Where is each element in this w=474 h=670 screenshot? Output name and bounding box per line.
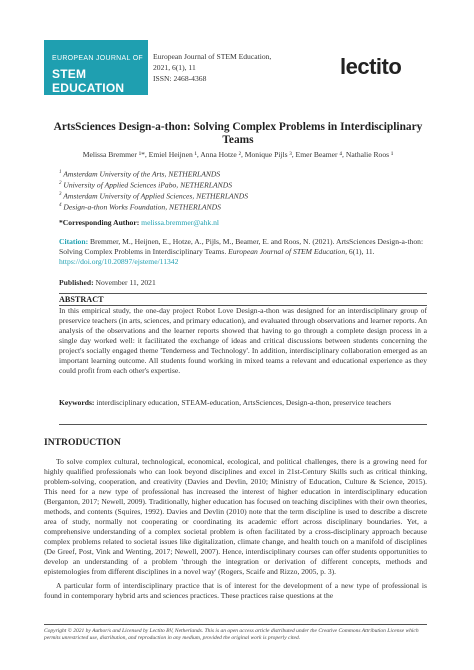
journal-issn: ISSN: 2468-4368 bbox=[153, 74, 207, 83]
journal-header-info bbox=[153, 51, 271, 84]
affiliation-2: $^2$ University of Applied Sciences iPabo, NETHERLANDS bbox=[59, 180, 232, 190]
citation-rest: 6(1), 11. bbox=[348, 247, 375, 256]
introduction-heading: INTRODUCTION bbox=[44, 437, 121, 448]
affiliations bbox=[59, 168, 248, 213]
journal-name: European Journal of STEM Education, bbox=[153, 52, 272, 61]
corresponding-email-link[interactable]: melissa.bremmer@ahk.nl bbox=[141, 218, 220, 227]
published-label: Published: bbox=[59, 278, 94, 287]
keywords-text: interdisciplinary education, STEAM-education, ArtsSciences, Design-a-thon, preservice teachers bbox=[96, 398, 392, 407]
copyright-footer: Copyright © 2021 by Author/s and Licensed by Lectito BV, Netherlands. This is an open access article distributed under the Creative Commons Attribution License which permits unrestricted use, distribution, and reproduction in any medium, provided the original work is properly cited. bbox=[44, 628, 419, 641]
citation-label: Citation: bbox=[59, 237, 89, 246]
corresponding-author bbox=[59, 218, 219, 227]
article-title: ArtsSciences Design-a-thon: Solving Complex Problems in Interdisciplinary Teams bbox=[53, 121, 423, 146]
published-date bbox=[59, 278, 156, 287]
abstract-bottom-rule bbox=[59, 424, 427, 425]
affiliation-1: $^1$ Amsterdam University of the Arts, NETHERLANDS bbox=[59, 169, 221, 179]
published-value: November 11, 2021 bbox=[95, 278, 156, 287]
affiliation-4: $^4$ Design-a-thon Works Foundation, NETHERLANDS bbox=[59, 202, 221, 212]
corresponding-label: *Corresponding Author: bbox=[59, 218, 140, 227]
citation bbox=[59, 237, 427, 267]
introduction-paragraph-1: To solve complex cultural, technological, economical, ecological, and political challenges, there is a growing need for highly qualified professionals who can look beyond disciplines and excel in 21st-Century Skills such as critical thinking, problem-solving, cooperation, and creativity (Davies and Devlin, 2010; Ministry of Education, Culture & Science, 2015). This need for a new type of professional has increased the interest of higher education in interdisciplinary education (Berganton, 2017; Newell, 2009). Traditionally, higher education has focused on teaching disciplines with their own theories, methods, and contents (Squires, 1992). Davies and Devlin (2010) note that the term discipline is used to describe a discrete area of study, normally not cooperating or coordinating its academic effort across disciplinary boundaries. Yet, a comprehensive understanding of a complex societal problem is often facilitated by a cross-disciplinary approach because complex problems related to societal issues like digitalization, climate change, and health touch on a manifold of disciplines (De Greef, Post, Vink and Wenting, 2017; Newell, 2007). Hence, interdisciplinary courses can offer students opportunities to develop an understanding of a problem 'through the integration or derivation of different concepts, methods and epistemologies from different disciplines in a novel way' (Rogers, Scaife and Rizzo, 2005, p. 3). bbox=[44, 457, 427, 576]
abstract-heading: ABSTRACT bbox=[59, 295, 104, 304]
footer-rule bbox=[44, 624, 427, 625]
affiliation-3: $^3$ Amsterdam University of Applied Sciences, NETHERLANDS bbox=[59, 191, 249, 201]
journal-volume: 2021, 6(1), 11 bbox=[153, 63, 196, 72]
publisher-logo: lectito bbox=[340, 54, 402, 79]
doi-link[interactable]: https://doi.org/10.20897/ejsteme/11342 bbox=[59, 257, 179, 266]
journal-badge-line1: EUROPEAN JOURNAL OF bbox=[52, 55, 144, 62]
journal-badge-line2: STEM EDUCATION bbox=[52, 67, 125, 95]
introduction-paragraph-2: A particular form of interdisciplinary practice that is of interest for the development of a new type of professional is found in contemporary hybrid arts and sciences practices. These practices raise questions at the bbox=[44, 581, 427, 600]
journal-badge bbox=[44, 40, 148, 95]
abstract-text: In this empirical study, the one-day project Robot Love Design-a-thon was designed for an interdisciplinary group of preservice teachers (in arts, sciences, and primary education), and evaluated through observations and learner reports. An analysis of the observations and the learner reports showed that having to go through a complete design process in a single day worked well: it facilitated the exchange of ideas and critical discussions between students concerning the project's socially engaged theme 'Tenderness and Technology'. In addition, interdisciplinary collaboration emerged as an important learning outcome. All students found working in mixed teams a relevant and educational experience as they could profit from each other's expertise. bbox=[59, 306, 427, 375]
abstract-top-rule bbox=[59, 293, 427, 294]
keywords-label: Keywords: bbox=[59, 398, 95, 407]
introduction-body bbox=[44, 457, 427, 601]
citation-journal: European Journal of STEM Education, bbox=[228, 247, 348, 256]
keywords bbox=[59, 398, 427, 408]
citation-text: Bremmer, M., Heijnen, E., Hotze, A., Pijls, M., Beamer, E. and Roos, N. (2021). ArtsSciences Design-a-thon: Solving Complex Problems in Interdisciplinary Teams. bbox=[59, 237, 424, 256]
author-list: Melissa Bremmer ¹*, Emiel Heijnen ¹, Anna Hotze ², Monique Pijls ³, Emer Beamer ⁴, Nathalie Roos ¹ bbox=[82, 150, 394, 159]
